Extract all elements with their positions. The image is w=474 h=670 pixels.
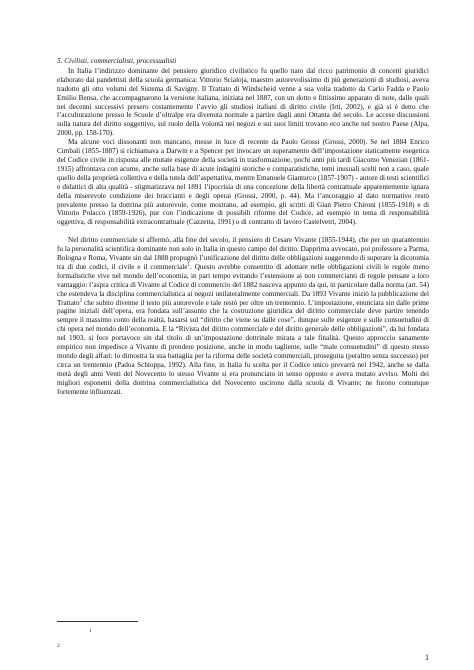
page-number: 1 — [425, 653, 429, 662]
paragraph-3-part-1: Nel diritto commerciale si affermò, alla fine del secolo, il pensiero di Cesare Vivante (1855-1944), che per un quarantennio fu la personalità scientifica dominante non solo in Italia in questo campo del diritto. Dapprima avvocato, poi professore a Parma, Bologna e Roma, Vivante sin dal 1888 propugnò l’unificazione del diritto delle obbligazioni suggerendo di superare la dicotomia tra di due codici, il civile e il commerciale — [57, 236, 429, 271]
paragraph-3-part-3: che subito divenne il testo più autorevole e tale restò per oltre un trentennio. L’impostazione, enunciata sin dalle prime pagine iniziali dell’opera, era fondata sull’assunto che la costruzione giuridica del diritto commerciale deve partire tenendo sempre il massimo conto della realtà, basarsi sul “diritto che viene su dalle cose”, dunque sulle esigenze e sulle consuetudini di chi opera nel mondo dell’economia. E la “Rivista del diritto commerciale e del diritto generale delle obbligazioni”, da lui fondata nel 1903, si fece portavoce sin dal titolo di un’impostazione dottrinale mirata a tale finalità. Questo approccio sanamente empirico non impedisce a Vivante di prendere posizione, anche in modo tagliente, sulle “male consuetudini” di questo stesso mondo degli affari: lo dimostra la sua battaglia per la riforma delle società commerciali, proseguita (peraltro senza successo) per circa un trentennio (Padoa Schioppa, 1992). Alla fine, in Italia fu scelta per il Codice unico prevarrà nel 1942, anche se dalla metà degli anni Venti del Novecento lo stesso Vivante si era pronunciato in senso opposto e aveva mutato avviso. Molti dei migliori esponenti della dottrina commercialistica del Novecento uscirono dalla scuola di Vivante; ne furono comunque fortemente influenzati. — [57, 298, 429, 396]
footnote-ref-2[interactable]: 2 — [79, 298, 82, 304]
document-body — [57, 57, 429, 397]
footnote-mark-2: 2 — [57, 643, 60, 649]
paragraph-3 — [57, 236, 429, 396]
paragraph-3-part-2: . Questo avrebbe consentito di adottare nelle obbligazioni civili le regole meno formalistiche vive nel mondo dell’economia, in pari tempo evitando l’estensione ai non commercianti di regole pensate a loro vantaggio: l’aspra critica di Vivante al Codice di commercio del 1882 nasceva appunto da qui, in particolare dalla norma (art. 54) che estendeva la disciplina commercialistica ai negozi unilateralmente commerciali. Da 1893 Vivante iniziò la pubblicazione del Trattato — [57, 262, 430, 307]
paragraph-2: Ma alcune voci dissonanti non mancano, messe in luce di recente da Paolo Grossi (Grossi, 2000). Se nel 1884 Enrico Cimbali (1855-1887) si richiamava a Darwin e a Spencer per invocare un superamento dell’impostazione staticamente esegetica del Codice civile in risposta alle mutate esigenze della società in trasformazione, pochi anni più tardi Giacomo Venezian (1861-1915) affrontava con acume, anche sulla base di acute indagini storiche e comparatistiche, temi inusuali scelti non a caso, quale quello della proprietà collettiva e della tutela dell’aspettativa, mentre Emanuele Gianturco (1857-1907) - autore di testi scientifici e didattici di alta qualità - stigmatizzava nel 1891 l’ipocrisia di una concezione della libertà contrattuale apparentemente ignara della miserevole condizione dei braccianti e degli operai (Grossi, 2000, p. 44). Ma l’ancoraggio al dato normativo restò prevalente presso la dottrina più autorevole, come mostrano, ad esempio, gli scritti di Gian Pietro Chironi (1855-1918) e di Vittorio Polacco (1859-1926), pur con l’indicazione di possibili riforme del Codice, ad esempio in tema di responsabilità oggettiva, di responsabilità extracontrattuale (Cazzetta, 1991) o di contratto di lavoro Castelvetri, 2004). — [57, 138, 429, 227]
footnote-separator — [57, 621, 138, 622]
section-title: 5. Civilisti, commercialisti, processualisti — [57, 57, 177, 65]
footnote-ref-1[interactable]: 1 — [187, 262, 190, 268]
footnote-mark-1: 1 — [89, 628, 92, 634]
paragraph-1: In Italia l’indirizzo dominante del pensiero giuridico civilistico fu quello nato dal ricco patrimonio di concetti giuridici elaborato dai pandettisti della scuola germanica: Vittorio Scialoja, maestro autorevolissimo di più generazioni di studiosi, aveva tradotto gli otto volumi del Sistema di Savigny. Il Trattato di Windscheid venne a sua volta tradotto da Carlo Fadda e Paolo Emilio Bensa, che accompagnarono la versione italiana, iniziata nel 1887, con un dotto e fittissimo apparato di note, dalle quali nei decenni successivi presero costantemente l’avvio gli studiosi italiani di diritto civile (Irti, 2002), e già si è detto che l’acculturazione presso le Scuole d’oltralpe era divenuta normale a partire dagli anni Ottanta del secolo. Le accese discussioni sulla natura del diritto soggettivo, sul ruolo della volontà nei negozi e sui suoi limiti trovano eco anche nel nostro Paese (Alpa, 2000, pp. 158-170). — [57, 66, 429, 138]
